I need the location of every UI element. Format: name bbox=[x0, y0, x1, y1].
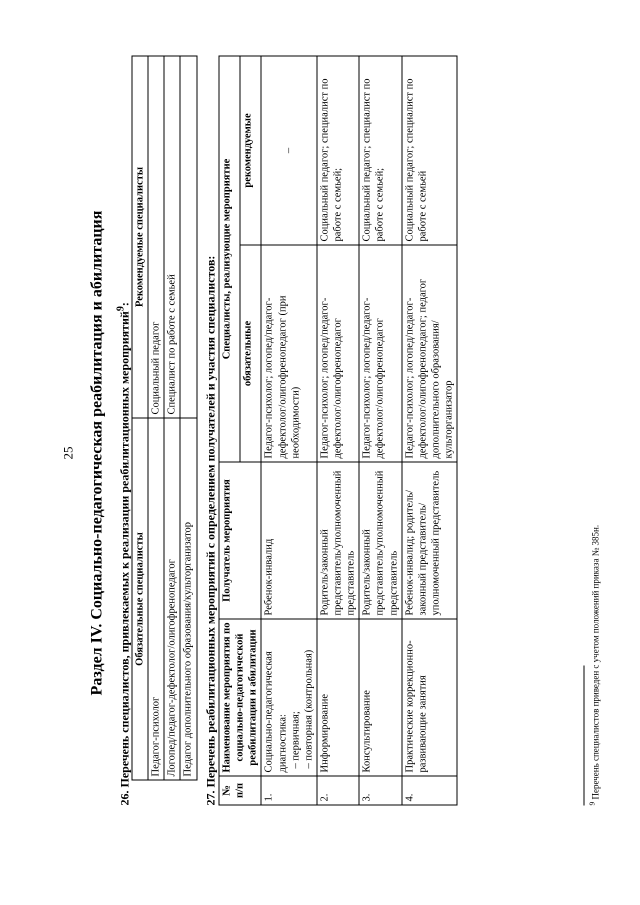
footnote-reference: 9 bbox=[115, 305, 126, 311]
cell-recommended: – bbox=[261, 56, 317, 245]
cell-name: Практические коррекционно-развивающие занятия bbox=[401, 619, 457, 776]
cell-mandatory: Педагог-психолог bbox=[148, 418, 164, 780]
cell-mandatory: Педагог дополнительного образования/культорганизатор bbox=[180, 418, 196, 780]
cell-mandatory: Логопед/педагог-дефектолог/олигофренопедагог bbox=[164, 418, 180, 780]
header-recommended: рекомендуемые bbox=[240, 56, 261, 245]
cell-name bbox=[261, 619, 317, 776]
specialists-table bbox=[131, 55, 197, 780]
cell-recipient: Ребенок-инвалид; родитель/законный представитель/уполномоченный представитель bbox=[401, 462, 457, 619]
table-row bbox=[164, 56, 180, 780]
table-row bbox=[261, 56, 317, 805]
footnote-separator bbox=[583, 665, 584, 805]
cell-recipient: Родитель/законный представитель/уполномоченный представитель bbox=[316, 462, 358, 619]
cell-recommended: Социальный педагог; специалист по работе с семьей; bbox=[359, 56, 401, 245]
footnote-text: Перечень специалистов приведен с учетом положений приказа № 385н. bbox=[590, 524, 600, 799]
table-row bbox=[401, 56, 457, 805]
section-title: Раздел IV. Социально-педагогическая реабилитация и абилитация bbox=[88, 210, 105, 695]
cell-recommended: Социальный педагог bbox=[148, 56, 164, 418]
cell-num: 3. bbox=[359, 776, 401, 805]
measures-table bbox=[218, 55, 457, 805]
header-specialists: Специалисты, реализующие мероприятие bbox=[219, 56, 240, 462]
cell-recommended: Специалист по работе с семьей bbox=[164, 56, 180, 418]
cell-recipient: Ребенок-инвалид bbox=[261, 462, 317, 619]
cell-name: Консультирование bbox=[359, 619, 401, 776]
header-mandatory: Обязательные специалисты bbox=[132, 418, 148, 780]
header-name: Наименование мероприятия по социально-педагогической реабилитации и абилитации bbox=[219, 619, 261, 776]
table-header-row bbox=[132, 56, 148, 780]
footnote bbox=[587, 524, 600, 805]
cell-mandatory: Педагог-психолог; логопед/педагог-дефектолог/олигофренопедагог bbox=[316, 245, 358, 462]
header-recommended: Рекомендуемые специалисты bbox=[132, 56, 148, 418]
page-number: 25 bbox=[60, 446, 75, 459]
cell-num: 2. bbox=[316, 776, 358, 805]
cell-mandatory: Педагог-психолог; логопед/педагог-дефектолог/олигофренопедагог (при необходимости) bbox=[261, 245, 317, 462]
table-row bbox=[359, 56, 401, 805]
table-header-row bbox=[219, 56, 240, 805]
cell-name-text: Социально-педагогическая диагностика: bbox=[263, 650, 288, 772]
cell-num: 1. bbox=[261, 776, 317, 805]
item-27-heading: 27. Перечень реабилитационных мероприятий с определением получателей и участия специалистов: bbox=[203, 255, 217, 805]
cell-mandatory: Педагог-психолог; логопед/педагог-дефектолог/олигофренопедагог bbox=[359, 245, 401, 462]
header-num: № п/п bbox=[219, 776, 261, 805]
cell-num: 4. bbox=[401, 776, 457, 805]
header-recipient: Получатель мероприятия bbox=[219, 462, 261, 619]
cell-recommended: Социальный педагог; специалист по работе с семьей; bbox=[316, 56, 358, 245]
cell-recommended bbox=[180, 56, 196, 418]
header-mandatory: обязательные bbox=[240, 245, 261, 462]
item-26-heading-text: 26. Перечень специалистов, привлекаемых к реализации реабилитационных мероприятий bbox=[117, 310, 131, 805]
cell-mandatory: Педагог-психолог; логопед/педагог-дефектолог/олигофренопедагог; педагог дополнительного образования/культорганизатор bbox=[401, 245, 457, 462]
cell-name: Информирование bbox=[316, 619, 358, 776]
cell-recommended: Социальный педагог; специалист по работе с семьей bbox=[401, 56, 457, 245]
item-26-heading-colon: : bbox=[117, 301, 131, 306]
footnote-mark: 9 bbox=[587, 801, 596, 805]
list-item: – первичная; bbox=[289, 710, 301, 768]
item-26-heading bbox=[115, 302, 132, 805]
table-row bbox=[148, 56, 164, 780]
cell-recipient: Родитель/законный представитель/уполномоченный представитель bbox=[359, 462, 401, 619]
table-row bbox=[180, 56, 196, 780]
table-row bbox=[316, 56, 358, 805]
list-item: – повторная (контрольная) bbox=[302, 649, 314, 768]
